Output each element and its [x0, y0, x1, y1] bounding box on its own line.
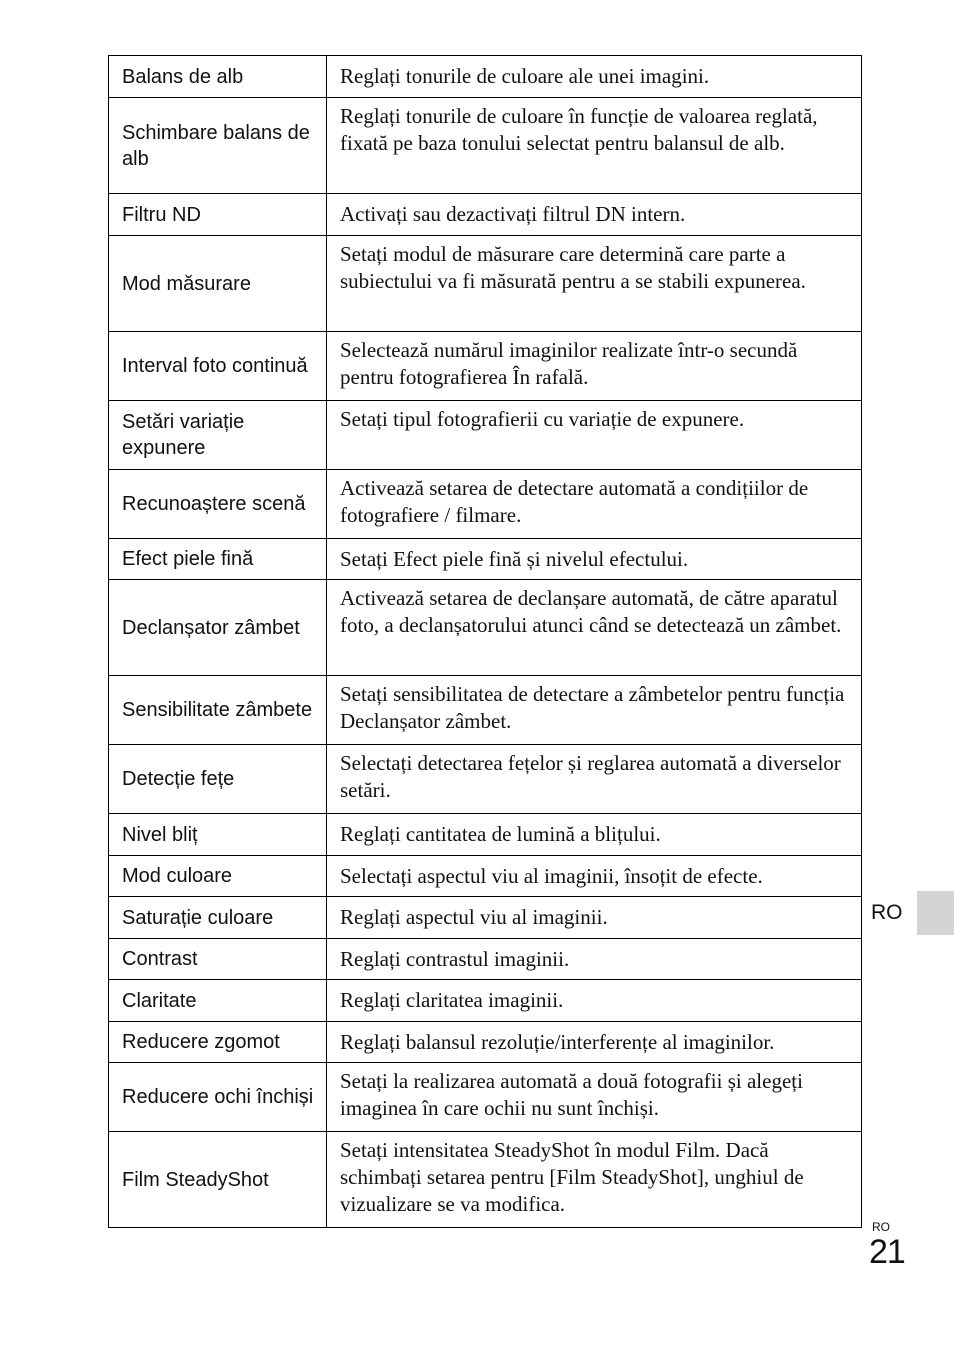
language-thumb-tab [917, 891, 954, 935]
setting-description: Activează setarea de declanșare automată, de către aparatul foto, a declanșatorului atunci când se detectează un zâmbet. [327, 580, 862, 676]
setting-description: Activați sau dezactivați filtrul DN intern. [327, 194, 862, 236]
setting-name: Film SteadyShot [109, 1132, 327, 1228]
table-row [109, 56, 862, 98]
setting-description: Reglați claritatea imaginii. [327, 980, 862, 1022]
table-row [109, 1022, 862, 1063]
setting-name: Recunoaștere scenă [109, 470, 327, 539]
table-row [109, 539, 862, 580]
setting-name: Balans de alb [109, 56, 327, 98]
setting-name: Detecție fețe [109, 745, 327, 814]
setting-description: Reglați balansul rezoluție/interferențe al imaginilor. [327, 1022, 862, 1063]
table-row [109, 401, 862, 470]
setting-name: Filtru ND [109, 194, 327, 236]
table-row [109, 814, 862, 856]
setting-name: Nivel bliț [109, 814, 327, 856]
table-row [109, 470, 862, 539]
setting-name: Contrast [109, 939, 327, 980]
setting-description: Activează setarea de detectare automată a condițiilor de fotografiere / filmare. [327, 470, 862, 539]
setting-description: Setați intensitatea SteadyShot în modul Film. Dacă schimbați setarea pentru [Film SteadyShot], unghiul de vizualizare se va modifica. [327, 1132, 862, 1228]
setting-name: Setări variație expunere [109, 401, 327, 470]
table-row [109, 856, 862, 897]
table-row [109, 236, 862, 332]
table-row [109, 676, 862, 745]
setting-name: Mod măsurare [109, 236, 327, 332]
setting-name: Mod culoare [109, 856, 327, 897]
settings-table [108, 55, 862, 1228]
table-row [109, 939, 862, 980]
setting-description: Reglați tonurile de culoare ale unei imagini. [327, 56, 862, 98]
table-row [109, 1063, 862, 1132]
table-row [109, 897, 862, 939]
setting-name: Claritate [109, 980, 327, 1022]
page-language-code: RO [872, 1220, 890, 1234]
setting-description: Selectați aspectul viu al imaginii, însoțit de efecte. [327, 856, 862, 897]
setting-description: Selectează numărul imaginilor realizate într-o secundă pentru fotografierea În rafală. [327, 332, 862, 401]
setting-name: Interval foto continuă [109, 332, 327, 401]
setting-name: Efect piele fină [109, 539, 327, 580]
setting-description: Reglați cantitatea de lumină a blițului. [327, 814, 862, 856]
setting-description: Reglați contrastul imaginii. [327, 939, 862, 980]
table-row [109, 980, 862, 1022]
page-number: 21 [869, 1233, 905, 1271]
setting-name: Reducere ochi închiși [109, 1063, 327, 1132]
setting-name: Schimbare balans de alb [109, 98, 327, 194]
setting-name: Saturație culoare [109, 897, 327, 939]
setting-name: Sensibilitate zâmbete [109, 676, 327, 745]
setting-description: Reglați aspectul viu al imaginii. [327, 897, 862, 939]
setting-description: Selectați detectarea fețelor și reglarea automată a diverselor setări. [327, 745, 862, 814]
table-row [109, 194, 862, 236]
table-row [109, 745, 862, 814]
setting-name: Reducere zgomot [109, 1022, 327, 1063]
table-row [109, 580, 862, 676]
setting-name: Declanșator zâmbet [109, 580, 327, 676]
language-side-label: RO [871, 901, 903, 924]
table-row [109, 1132, 862, 1228]
setting-description: Setați la realizarea automată a două fotografii și alegeți imaginea în care ochii nu sunt închiși. [327, 1063, 862, 1132]
table-row [109, 98, 862, 194]
table-row [109, 332, 862, 401]
setting-description: Setați Efect piele fină și nivelul efectului. [327, 539, 862, 580]
setting-description: Setați tipul fotografierii cu variație de expunere. [327, 401, 862, 470]
setting-description: Setați modul de măsurare care determină care parte a subiectului va fi măsurată pentru a se stabili expunerea. [327, 236, 862, 332]
setting-description: Setați sensibilitatea de detectare a zâmbetelor pentru funcția Declanșator zâmbet. [327, 676, 862, 745]
setting-description: Reglați tonurile de culoare în funcție de valoarea reglată, fixată pe baza tonului selectat pentru balansul de alb. [327, 98, 862, 194]
